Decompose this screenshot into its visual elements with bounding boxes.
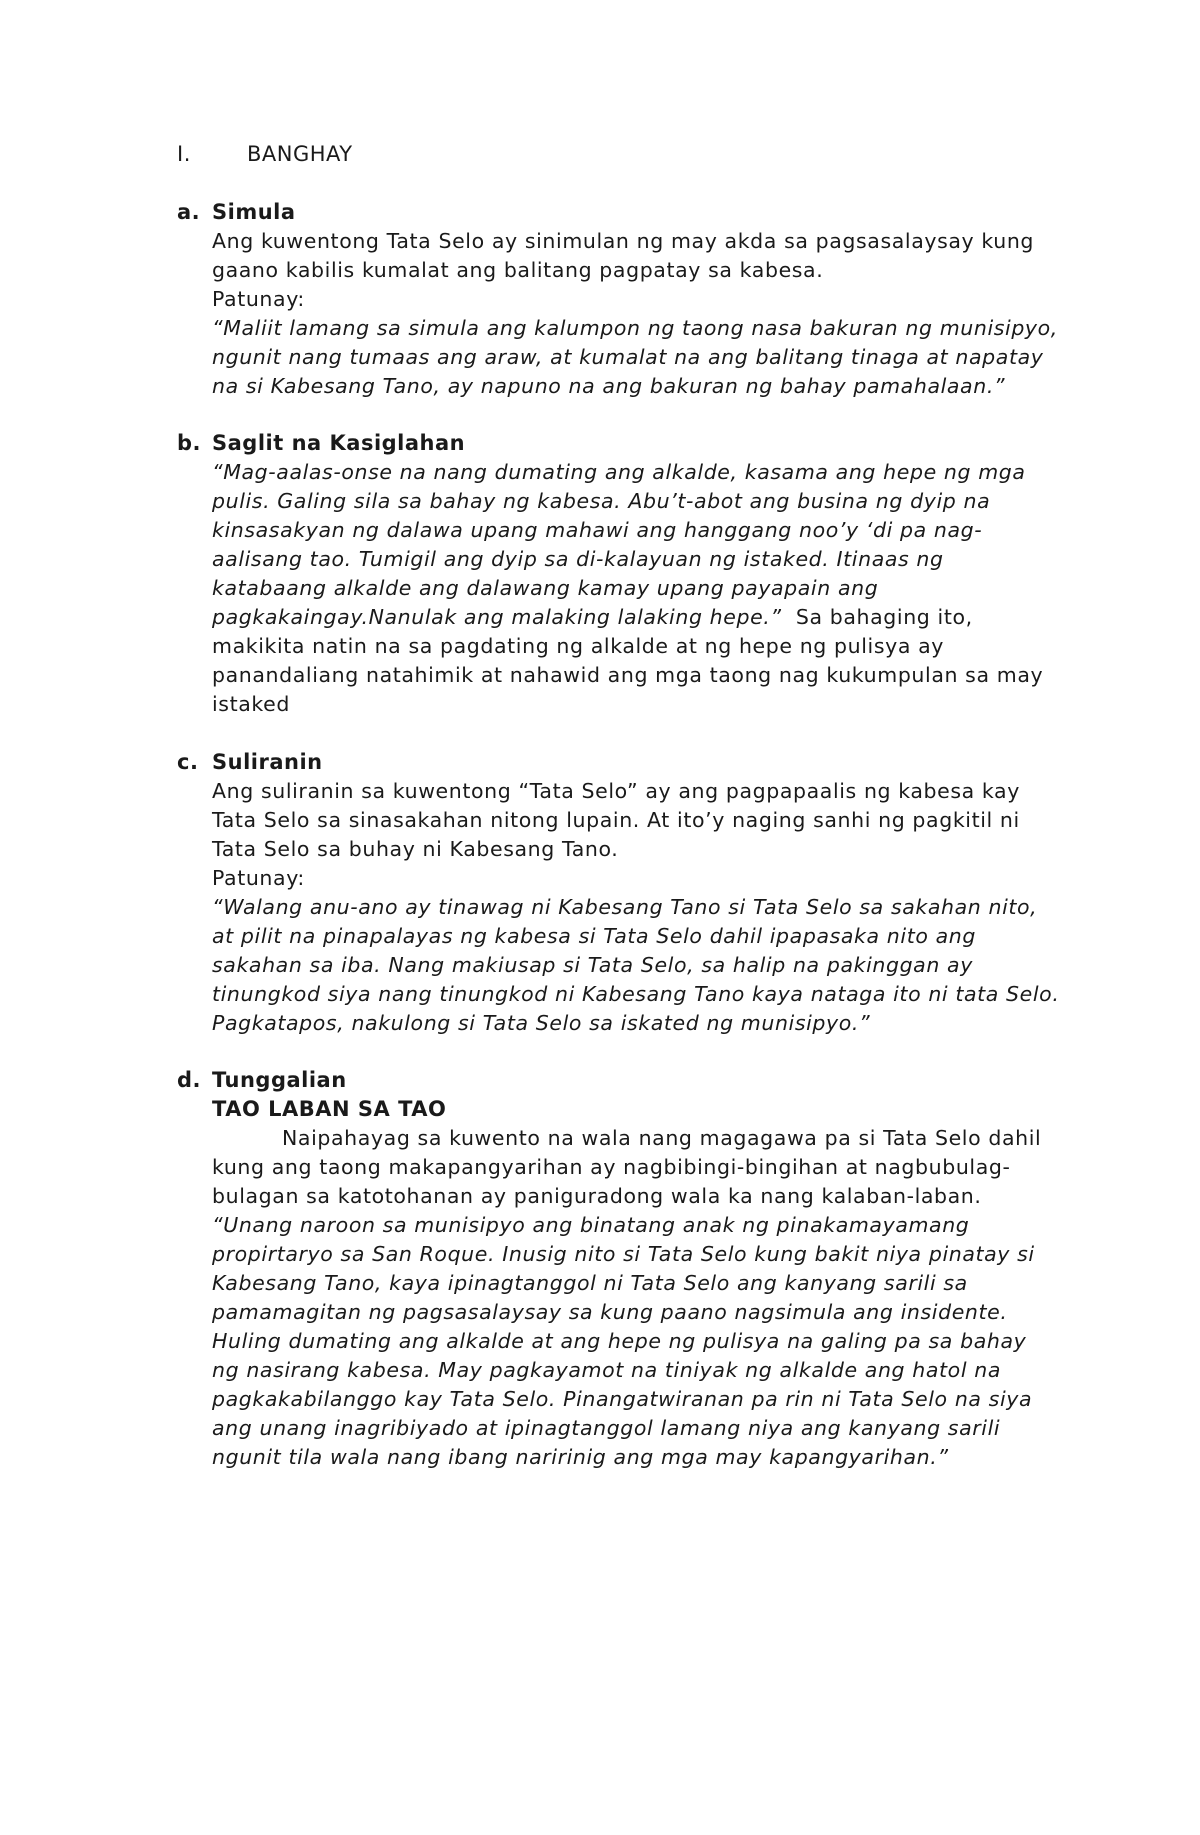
section-letter: c. (177, 750, 199, 774)
body-line: bulagan sa katotohanan ay paniguradong wala ka nang kalaban-laban. (212, 1184, 982, 1208)
quote-block (212, 458, 1077, 719)
quote-line: Kabesang Tano, kaya ipinagtanggol ni Tata Selo ang kanyang sarili sa (212, 1271, 968, 1295)
quote-line: “Maliit lamang sa simula ang kalumpon ng taong nasa bakuran ng munisipyo, (212, 316, 1058, 340)
quote-line: at pilit na pinapalayas ng kabesa si Tata Selo dahil ipapasaka nito ang (212, 924, 976, 948)
outline-heading (177, 140, 353, 169)
quote-line: “Mag-aalas-onse na nang dumating ang alkalde, kasama ang hepe ng mga (212, 460, 1026, 484)
quote-line: aalisang tao. Tumigil ang dyip sa di-kalayuan ng istaked. Itinaas ng (212, 547, 944, 571)
body-line: Ang kuwentong Tata Selo ay sinimulan ng may akda sa pagsasalaysay kung (212, 229, 1035, 253)
quote-line: katabaang alkalde ang dalawang kamay upang payapain ang (212, 576, 879, 600)
body-line: istaked (212, 692, 290, 716)
quote-line: ng nasirang kabesa. May pagkayamot na tiniyak ng alkalde ang hatol na (212, 1358, 1001, 1382)
quote-line: Huling dumating ang alkalde at ang hepe ng pulisya na galing pa sa bahay (212, 1329, 1027, 1353)
section-letter: d. (177, 1068, 202, 1092)
body-line: Tata Selo sa sinasakahan nitong lupain. At ito’y naging sanhi ng pagkitil ni (212, 808, 1020, 832)
body-line: kung ang taong makapangyarihan ay nagbibingi-bingihan at nagbubulag- (212, 1155, 1011, 1179)
section-title: Simula (212, 200, 296, 224)
quote-line: ngunit tila wala nang ibang naririnig ang mga may kapangyarihan.” (212, 1445, 949, 1469)
section-saglit-na-kasiglahan (177, 429, 1077, 719)
section-title: Tunggalian (212, 1068, 347, 1092)
quote-line: Pagkatapos, nakulong si Tata Selo sa iskated ng munisipyo.” (212, 1011, 871, 1035)
section-letter: b. (177, 431, 202, 455)
body-line: Naipahayag sa kuwento na wala nang magagawa pa si Tata Selo dahil (282, 1126, 1042, 1150)
proof-label: Patunay: (212, 287, 305, 311)
proof-label: Patunay: (212, 866, 305, 890)
section-suliranin (177, 748, 1077, 1038)
quote-line: pagkakaingay.Nanulak ang malaking lalaking hepe.” (212, 605, 782, 629)
body-line: panandaliang natahimik at nahawid ang mga taong nag kukumpulan sa may (212, 663, 1044, 687)
section-title: Saglit na Kasiglahan (212, 431, 466, 455)
quote-line: ang unang inagribiyado at ipinagtanggol lamang niya ang kanyang sarili (212, 1416, 1001, 1440)
outline-title: BANGHAY (247, 142, 353, 166)
body-line: Ang suliranin sa kuwentong “Tata Selo” ay ang pagpapaalis ng kabesa kay (212, 779, 1020, 803)
body-text: Sa bahaging ito, (781, 605, 973, 629)
quote-block (212, 893, 1077, 1038)
section-simula (177, 198, 1077, 401)
quote-line: sakahan sa iba. Nang makiusap si Tata Selo, sa halip na pakinggan ay (212, 953, 973, 977)
body-line: Tata Selo sa buhay ni Kabesang Tano. (212, 837, 619, 861)
quote-block (212, 1211, 1077, 1472)
section-tunggalian (177, 1066, 1077, 1472)
quote-block (212, 314, 1077, 401)
quote-line: pulis. Galing sila sa bahay ng kabesa. Abu’t-abot ang businа ng dyip na (212, 489, 991, 513)
body-line: gaano kabilis kumalat ang balitang pagpatay sa kabesa. (212, 258, 824, 282)
quote-line: ngunit nang tumaas ang araw, at kumalat na ang balitang tinaga at napatay (212, 345, 1044, 369)
quote-line: tinungkod siya nang tinungkod ni Kabesang Tano kaya nataga ito ni tata Selo. (212, 982, 1060, 1006)
quote-line: kinsasakyan ng dalawa upang mahawi ang hanggang noo’y ‘di pa nag- (212, 518, 983, 542)
quote-line: propirtaryo sa San Roque. Inusig nito si Tata Selo kung bakit niya pinatay si (212, 1242, 1035, 1266)
body-line: makikita natin na sa pagdating ng alkalde at ng hepe ng pulisya ay (212, 634, 945, 658)
quote-line: pamamagitan ng pagsasalaysay sa kung paano nagsimula ang insidente. (212, 1300, 1008, 1324)
outline-number: I. (177, 142, 191, 166)
quote-line: pagkakabilanggo kay Tata Selo. Pinangatwiranan pa rin ni Tata Selo na siya (212, 1387, 1033, 1411)
section-title: Suliranin (212, 750, 323, 774)
quote-line: “Unang naroon sa munisipyo ang binatang anak ng pinakamayamang (212, 1213, 970, 1237)
quote-line: “Walang anu-ano ay tinawag ni Kabesang Tano si Tata Selo sa sakahan nito, (212, 895, 1038, 919)
quote-line: na si Kabesang Tano, ay napuno na ang bakuran ng bahay pamahalaan.” (212, 374, 1006, 398)
section-letter: a. (177, 200, 201, 224)
section-subtitle: TAO LABAN SA TAO (212, 1097, 447, 1121)
